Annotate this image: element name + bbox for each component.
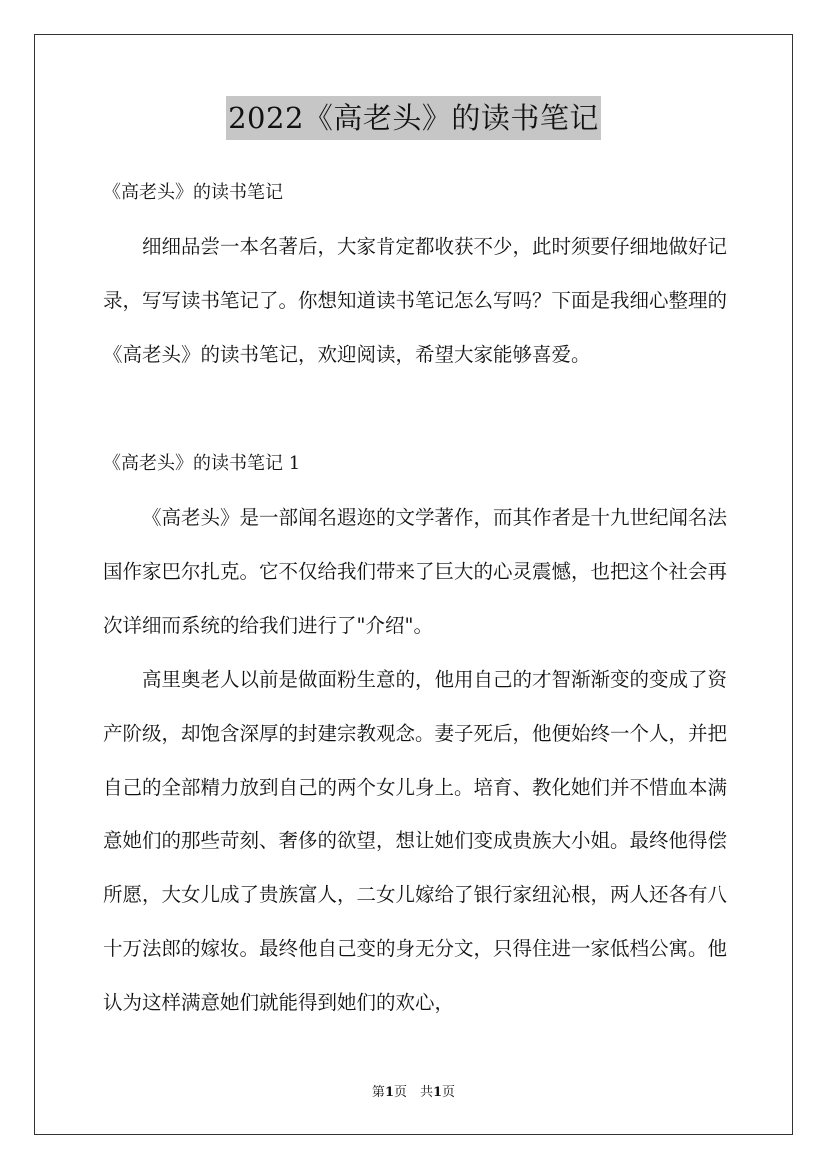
document-title-wrapper xyxy=(0,96,827,140)
document-title: 2022《高老头》的读书笔记 xyxy=(226,96,601,140)
body-paragraph-2: 高里奥老人以前是做面粉生意的，他用自己的才智渐渐变的变成了资产阶级，却饱含深厚的封建宗教观念。妻子死后，他便始终一个人，并把自己的全部精力放到自己的两个女儿身上。培育、教化她们并不惜血本满意她们的那些苛刻、奢侈的欲望，想让她们变成贵族大小姐。最终他得偿所愿，大女儿成了贵族富人，二女儿嫁给了银行家纽沁根，两人还各有八十万法郎的嫁妆。最终他自己变的身无分文，只得住进一家低档公寓。他认为这样满意她们就能得到她们的欢心， xyxy=(103,668,728,1014)
footer-page-current: 1 xyxy=(384,1085,394,1100)
footer-mid: 页 共 xyxy=(393,1085,433,1100)
intro-paragraph: 细细品尝一本名著后，大家肯定都收获不少，此时须要仔细地做好记录，写写读书笔记了。你想知道读书笔记怎么写吗？下面是我细心整理的《高老头》的读书笔记，欢迎阅读，希望大家能够喜爱。 xyxy=(103,235,728,366)
footer-suffix: 页 xyxy=(442,1085,456,1100)
page-footer xyxy=(0,1085,827,1101)
footer-page-total: 1 xyxy=(433,1085,443,1100)
body-paragraph-1: 《高老头》是一部闻名遐迩的文学著作，而其作者是十九世纪闻名法国作家巴尔扎克。它不仅给我们带来了巨大的心灵震憾，也把这个社会再次详细而系统的给我们进行了"介绍"。 xyxy=(103,506,728,637)
intro-heading: 《高老头》的读书笔记 xyxy=(103,182,283,203)
section-heading: 《高老头》的读书笔记 1 xyxy=(103,453,301,474)
footer-prefix: 第 xyxy=(371,1085,385,1100)
